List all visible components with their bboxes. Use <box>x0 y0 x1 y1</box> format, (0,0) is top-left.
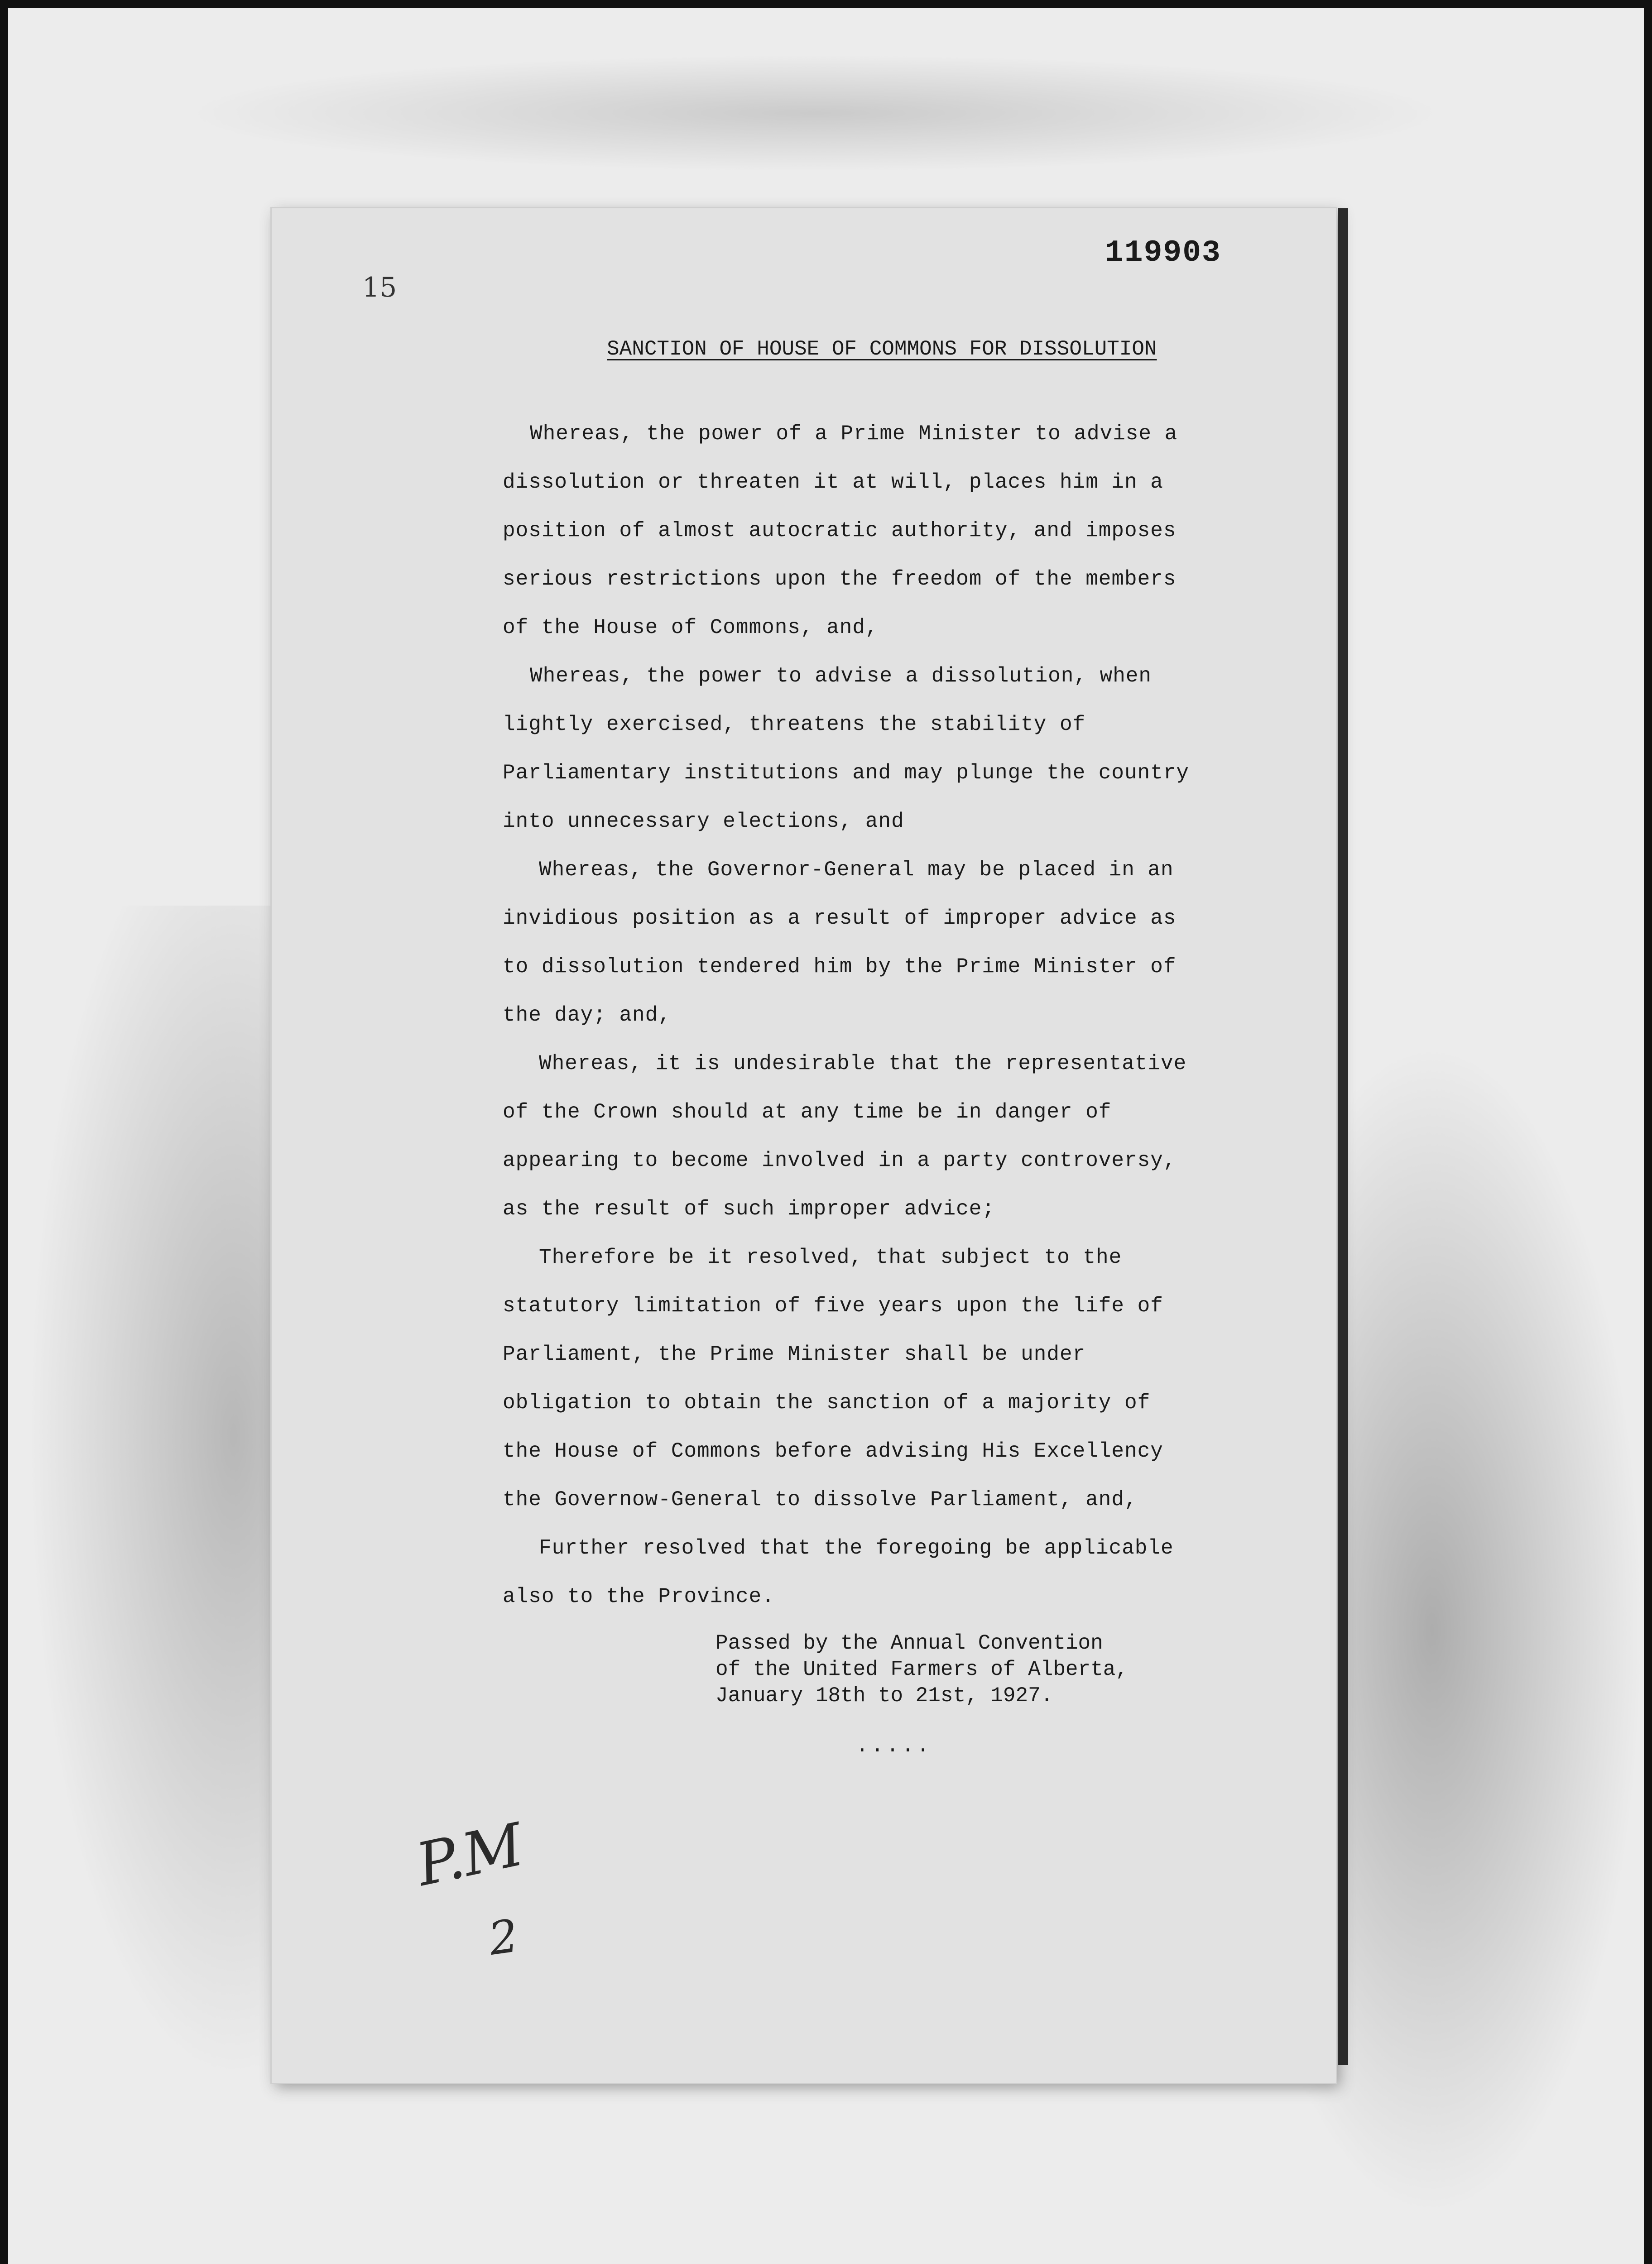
body-line: lightly exercised, threatens the stability of <box>503 713 1086 736</box>
body-line: of the Crown should at any time be in danger of <box>503 1100 1112 1124</box>
document-title: SANCTION OF HOUSE OF COMMONS FOR DISSOLUTION <box>607 337 1157 361</box>
document-number: 119903 <box>1105 235 1221 270</box>
passed-line: Passed by the Annual Convention <box>716 1631 1103 1655</box>
body-line: the House of Commons before advising His Excellency <box>503 1439 1163 1463</box>
body-line: Whereas, the power to advise a dissolution, when <box>530 664 1152 688</box>
body-line: into unnecessary elections, and <box>503 810 904 833</box>
body-line: dissolution or threaten it at will, places him in a <box>503 470 1163 494</box>
body-line: Parliament, the Prime Minister shall be under <box>503 1343 1086 1366</box>
body-line: Further resolved that the foregoing be applicable <box>539 1536 1174 1560</box>
body-line: appearing to become involved in a party controversy, <box>503 1149 1177 1172</box>
passed-line: of the United Farmers of Alberta, <box>716 1658 1128 1681</box>
closing-dots: ..... <box>856 1734 932 1758</box>
body-line: of the House of Commons, and, <box>503 616 879 639</box>
body-line: position of almost autocratic authority, and imposes <box>503 519 1177 542</box>
body-line: obligation to obtain the sanction of a majority of <box>503 1391 1151 1415</box>
handwritten-pm: P.M <box>410 1810 529 1899</box>
body-line: Whereas, the power of a Prime Minister to advise a <box>530 422 1178 446</box>
body-line: Parliamentary institutions and may plunge the country <box>503 761 1190 785</box>
handwritten-number: 2 <box>485 1909 522 1966</box>
body-line: serious restrictions upon the freedom of the members <box>503 567 1177 591</box>
passed-line: January 18th to 21st, 1927. <box>716 1684 1053 1708</box>
body-line: the day; and, <box>503 1003 671 1027</box>
body-line: statutory limitation of five years upon the life of <box>503 1294 1163 1318</box>
body-line: the Governow-General to dissolve Parliament, and, <box>503 1488 1138 1511</box>
body-line: Whereas, it is undesirable that the representative <box>539 1052 1187 1075</box>
margin-mark: 15 <box>362 272 397 303</box>
body-line: invidious position as a result of improper advice as <box>503 907 1177 930</box>
body-line: Whereas, the Governor-General may be placed in an <box>539 858 1174 882</box>
body-line: Therefore be it resolved, that subject to the <box>539 1246 1122 1269</box>
body-line: also to the Province. <box>503 1585 775 1608</box>
body-line: to dissolution tendered him by the Prime Minister of <box>503 955 1177 979</box>
body-line: as the result of such improper advice; <box>503 1197 995 1221</box>
